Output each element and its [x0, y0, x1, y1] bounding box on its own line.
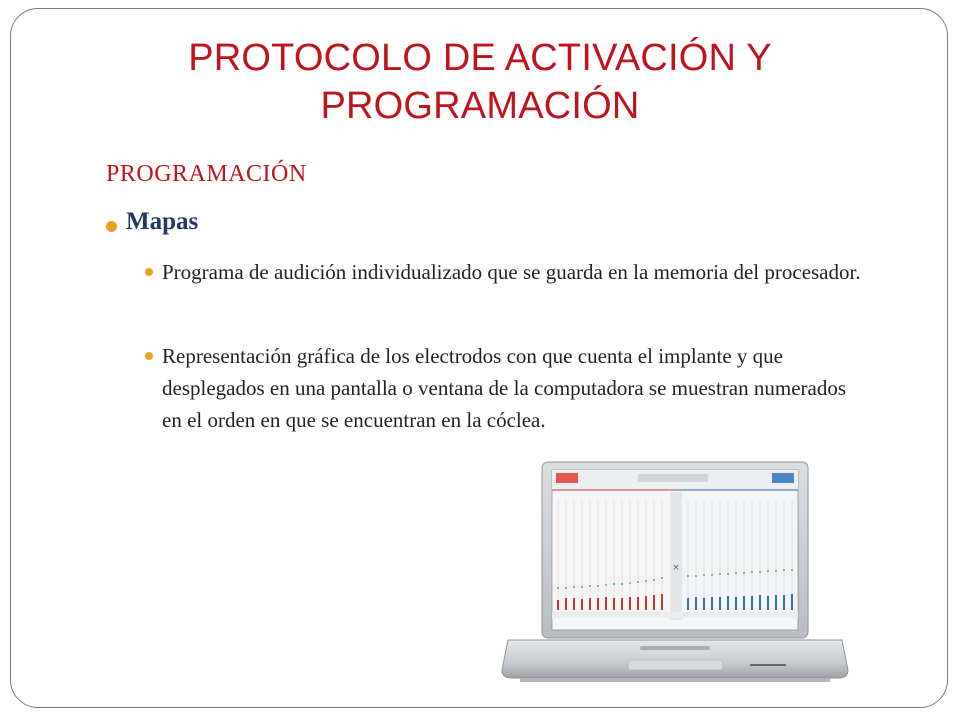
sub-bullet-2	[162, 340, 862, 436]
bullet-dot-icon	[106, 221, 117, 232]
sub-bullet-text: Programa de audición individualizado que se guarda en la memoria del procesador.	[162, 260, 861, 284]
laptop-base	[502, 640, 848, 678]
svg-text:×: ×	[672, 563, 680, 573]
bullet-label: Mapas	[126, 208, 199, 235]
laptop-image	[500, 460, 850, 686]
bullet-dot-icon	[145, 268, 153, 276]
bullet-mapas	[112, 208, 198, 236]
sub-bullet-text: Representación gráfica de los electrodos con que cuenta el implante y que desplegados en una pantalla o ventana de la computadora se muestran numerados en el orden en que se encuentran en la cóclea.	[162, 344, 847, 432]
bullet-dot-icon	[145, 352, 153, 360]
title-line-2: PROGRAMACIÓN	[320, 85, 640, 127]
title-line-1: PROTOCOLO DE ACTIVACIÓN Y	[188, 37, 772, 79]
section-subtitle: PROGRAMACIÓN	[106, 161, 307, 187]
slide-title	[0, 34, 960, 130]
sub-bullet-1	[162, 256, 862, 288]
